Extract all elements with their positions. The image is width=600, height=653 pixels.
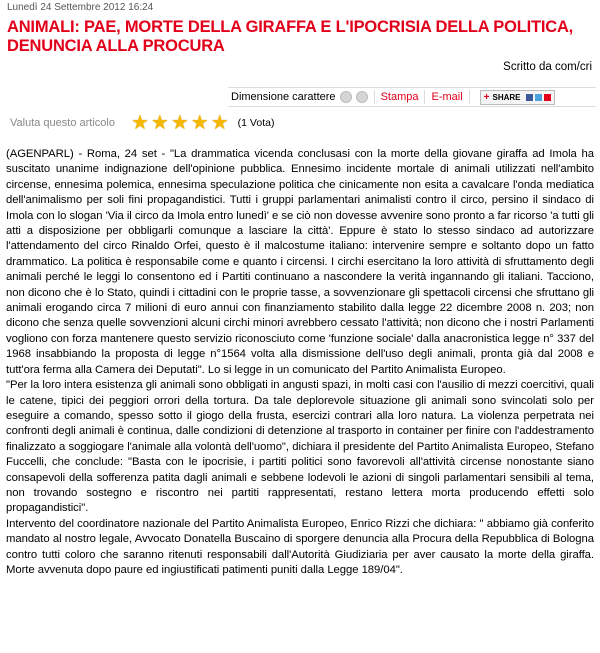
article-date: Lunedì 24 Settembre 2012 16:24 bbox=[7, 2, 154, 13]
facebook-icon bbox=[526, 94, 533, 101]
toolbar-divider bbox=[374, 90, 375, 104]
article-toolbar bbox=[228, 87, 596, 107]
font-increase-icon[interactable] bbox=[340, 91, 352, 103]
rating-star-3-icon[interactable]: ★ bbox=[170, 112, 189, 134]
article-rating bbox=[10, 114, 274, 132]
rating-star-1-icon[interactable]: ★ bbox=[130, 112, 149, 134]
twitter-icon bbox=[535, 94, 542, 101]
email-link[interactable]: E-mail bbox=[431, 91, 463, 103]
article-paragraph-3: Intervento del coordinatore nazionale del Partito Animalista Europeo, Enrico Rizzi che dichiara: " abbiamo già conferito mandato al nostro legale, Avvocato Donatella Buscaino di sporgere denuncia alla Procura della Repubblica di Bologna contro tutti coloro che saranno ritenuti responsabili dall'Autorità Giudiziaria per aver causato la morte della giraffa. Morte avvenuta dopo paure ed ingiustificati patimenti puniti dalla Legge 189/04". bbox=[6, 517, 594, 576]
toolbar-divider bbox=[469, 90, 470, 104]
rating-star-5-icon[interactable]: ★ bbox=[210, 112, 229, 134]
share-label: SHARE bbox=[492, 92, 521, 102]
article-body bbox=[6, 147, 594, 578]
rating-votes: (1 Vota) bbox=[237, 117, 275, 129]
article-paragraph-1: (AGENPARL) - Roma, 24 set - "La drammatica vicenda conclusasi con la morte della giovane giraffa ad Imola ha suscitato unanime indignazione dell'opinione pubblica. Ennesimo incidente mortale di animali utilizzati nell'ambito circense, ennesima polemica, ennesima speculazione politica che cinicamente non esita a cavalcare l'onda mediatica dell'animalismo per soli fini propagandistici. Tutti i gruppi parlamentari animalisti contro il circo, persino il sindaco di Imola con lo slogan 'Via il circo da Imola entro lunedì' e se ciò non dovesse avvenire sono pronto a far ricorso 'a tutti gli atti a disposizione per obbligarli comunque a lasciare la città'. Eppure è stato lo stesso sindaco ad autorizzare l'attendamento del circo Rinaldo Orfei, questo è il malcostume italiano: intervenire sempre e soltanto dopo un fatto drammatico. La politica è responsabile come e quanto i circensi. I circhi esercitano la loro attività di sfruttamento degli animali perché le leggi lo consentono ed i Partiti continuano a nascondere la verità ingannando gli italiani. Tacciono, non dicono che è lo Stato, quindi i cittadini con le proprie tasse, a sovvenzionare gli spettacoli circensi che sfruttano gli animali erogando circa 7 milioni di euro annui con finanziamento stabilito dalla legge 22 dicembre 2008 n. 203; non dicono che senza quelle sovvenzioni alcuni circhi minori avrebbero cessato l'attività; non dicono che i nostri Parlamenti vogliono con forza mantenere questo servizio riconosciuto come 'funzione sociale' dalla anacronistica legge n° 337 del 1968 insabbiando la proposta di legge n°1564 volta alla dismissione dell'uso degli animali, pronta già dal 2008 e tutt'ora ferma alla Camera dei Deputati". Lo si legge in un comunicato del Partito Animalista Europeo. bbox=[6, 148, 594, 376]
rating-label: Valuta questo articolo bbox=[10, 117, 115, 129]
font-size-label: Dimensione carattere bbox=[231, 91, 336, 103]
rating-stars bbox=[131, 114, 231, 132]
article-author: Scritto da com/cri bbox=[503, 61, 592, 73]
share-plus-icon: + bbox=[483, 91, 490, 103]
email-share-icon bbox=[544, 94, 551, 101]
article-paragraph-2: "Per la loro intera esistenza gli animali sono obbligati in angusti spazi, in molti casi con l'ausilio di mezzi coercitivi, quali le catene, tipici dei peggiori orrori della tortura. Da tale deplorevole situazione gli animali sono svincolati solo per eseguire a comando, spesso sotto il giogo della frusta, esercizi contrari alla loro natura. La violenza perpetrata nei confronti degli animali è continua, dalle condizioni di detenzione al trasporto in container per finire con l'addestramento finalizzato a soggiogare l'animale alla volontà dell'uomo", dichiara il presidente del Partito Animalista Europeo, Stefano Fuccelli, che conclude: "Basta con le ipocrisie, i partiti politici sono favorevoli all'attività circense nonostante siano consapevoli della sofferenza patita dagli animali e sebbene lodevoli le azioni di singoli parlamentari sensibili al tema, non trovando sostegno e riscontro nei partiti rappresentati, restano lettera morta producendo effetti solo propagandistici". bbox=[6, 379, 594, 515]
share-button[interactable] bbox=[480, 90, 555, 105]
rating-star-2-icon[interactable]: ★ bbox=[150, 112, 169, 134]
toolbar-divider bbox=[424, 90, 425, 104]
rating-star-4-icon[interactable]: ★ bbox=[190, 112, 209, 134]
article-title: ANIMALI: PAE, MORTE DELLA GIRAFFA E L'IPOCRISIA DELLA POLITICA, DENUNCIA ALLA PROCURA bbox=[7, 18, 574, 55]
print-link[interactable]: Stampa bbox=[380, 91, 419, 103]
font-decrease-icon[interactable] bbox=[356, 91, 368, 103]
